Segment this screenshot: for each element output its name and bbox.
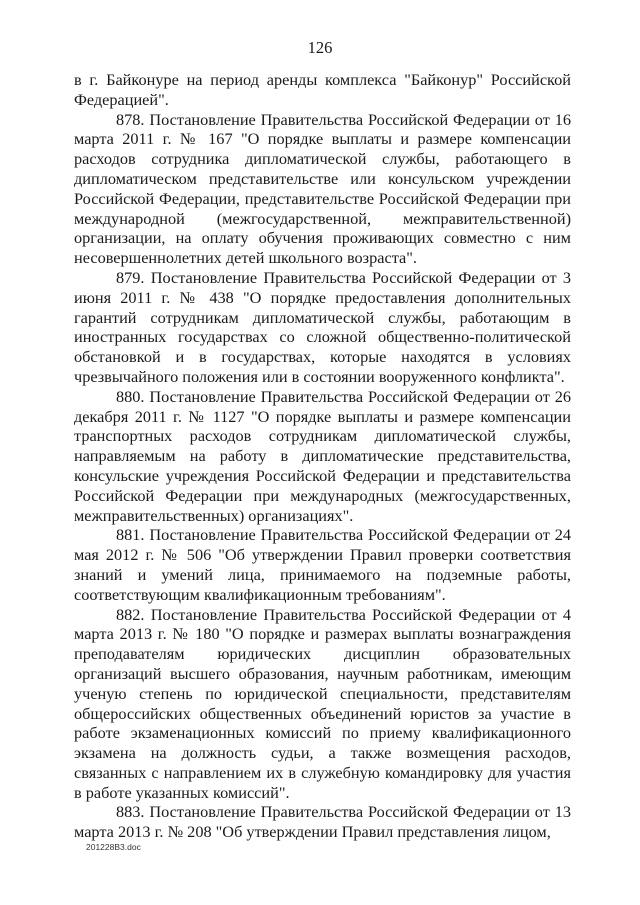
continuation-paragraph: в г. Байконуре на период аренды комплекса "Байконур" Российской Федерацией". bbox=[74, 70, 571, 109]
list-item-883: 883. Постановление Правительства Российской Федерации от 13 марта 2013 г. № 208 "Об утверждении Правил представления лицом, bbox=[74, 802, 571, 842]
list-item-878: 878. Постановление Правительства Российской Федерации от 16 марта 2011 г. № 167 "О порядке выплаты и размере компенсации расходов сотрудника дипломатической службы, работающего в дипломатическом представительстве или консульском учреждении Российской Федерации, представительстве Российской Федерации при международной (межгосударственной, межправительственной) организации, на оплату обучения проживающих совместно с ним несовершеннолетних детей школьного возраста". bbox=[74, 109, 571, 268]
file-name-footer: 201228В3.doc bbox=[86, 842, 141, 852]
document-body bbox=[74, 70, 571, 842]
page-number: 126 bbox=[307, 38, 333, 57]
list-item-880: 880. Постановление Правительства Российской Федерации от 26 декабря 2011 г. № 1127 "О порядке выплаты и размере компенсации транспортных расходов сотрудникам дипломатической службы, направляемым на работу в дипломатические представительства, консульские учреждения Российской Федерации и представительства Российской Федерации при международных (межгосударственных, межправительственных) организациях". bbox=[74, 386, 571, 525]
list-item-879: 879. Постановление Правительства Российской Федерации от 3 июня 2011 г. № 438 "О порядке предоставления дополнительных гарантий сотрудникам дипломатической службы, работающим в иностранных государствах со сложной общественно-политической обстановкой и в государствах, которые находятся в условиях чрезвычайного положения или в состоянии вооруженного конфликта". bbox=[74, 267, 571, 386]
list-item-881: 881. Постановление Правительства Российской Федерации от 24 мая 2012 г. № 506 "Об утверждении Правил проверки соответствия знаний и умений лица, принимаемого на подземные работы, соответствующим квалификационным требованиям". bbox=[74, 525, 571, 604]
list-item-882: 882. Постановление Правительства Российской Федерации от 4 марта 2013 г. № 180 "О порядке и размерах выплаты вознаграждения преподавателям юридических дисциплин образовательных организаций высшего образования, научным работникам, имеющим ученую степень по юридической специальности, представителям общероссийских общественных объединений юристов за участие в работе экзаменационных комиссий по приему квалификационного экзамена на должность судьи, а также возмещения расходов, связанных с направлением их в служебную командировку для участия в работе указанных комиссий". bbox=[74, 604, 571, 802]
